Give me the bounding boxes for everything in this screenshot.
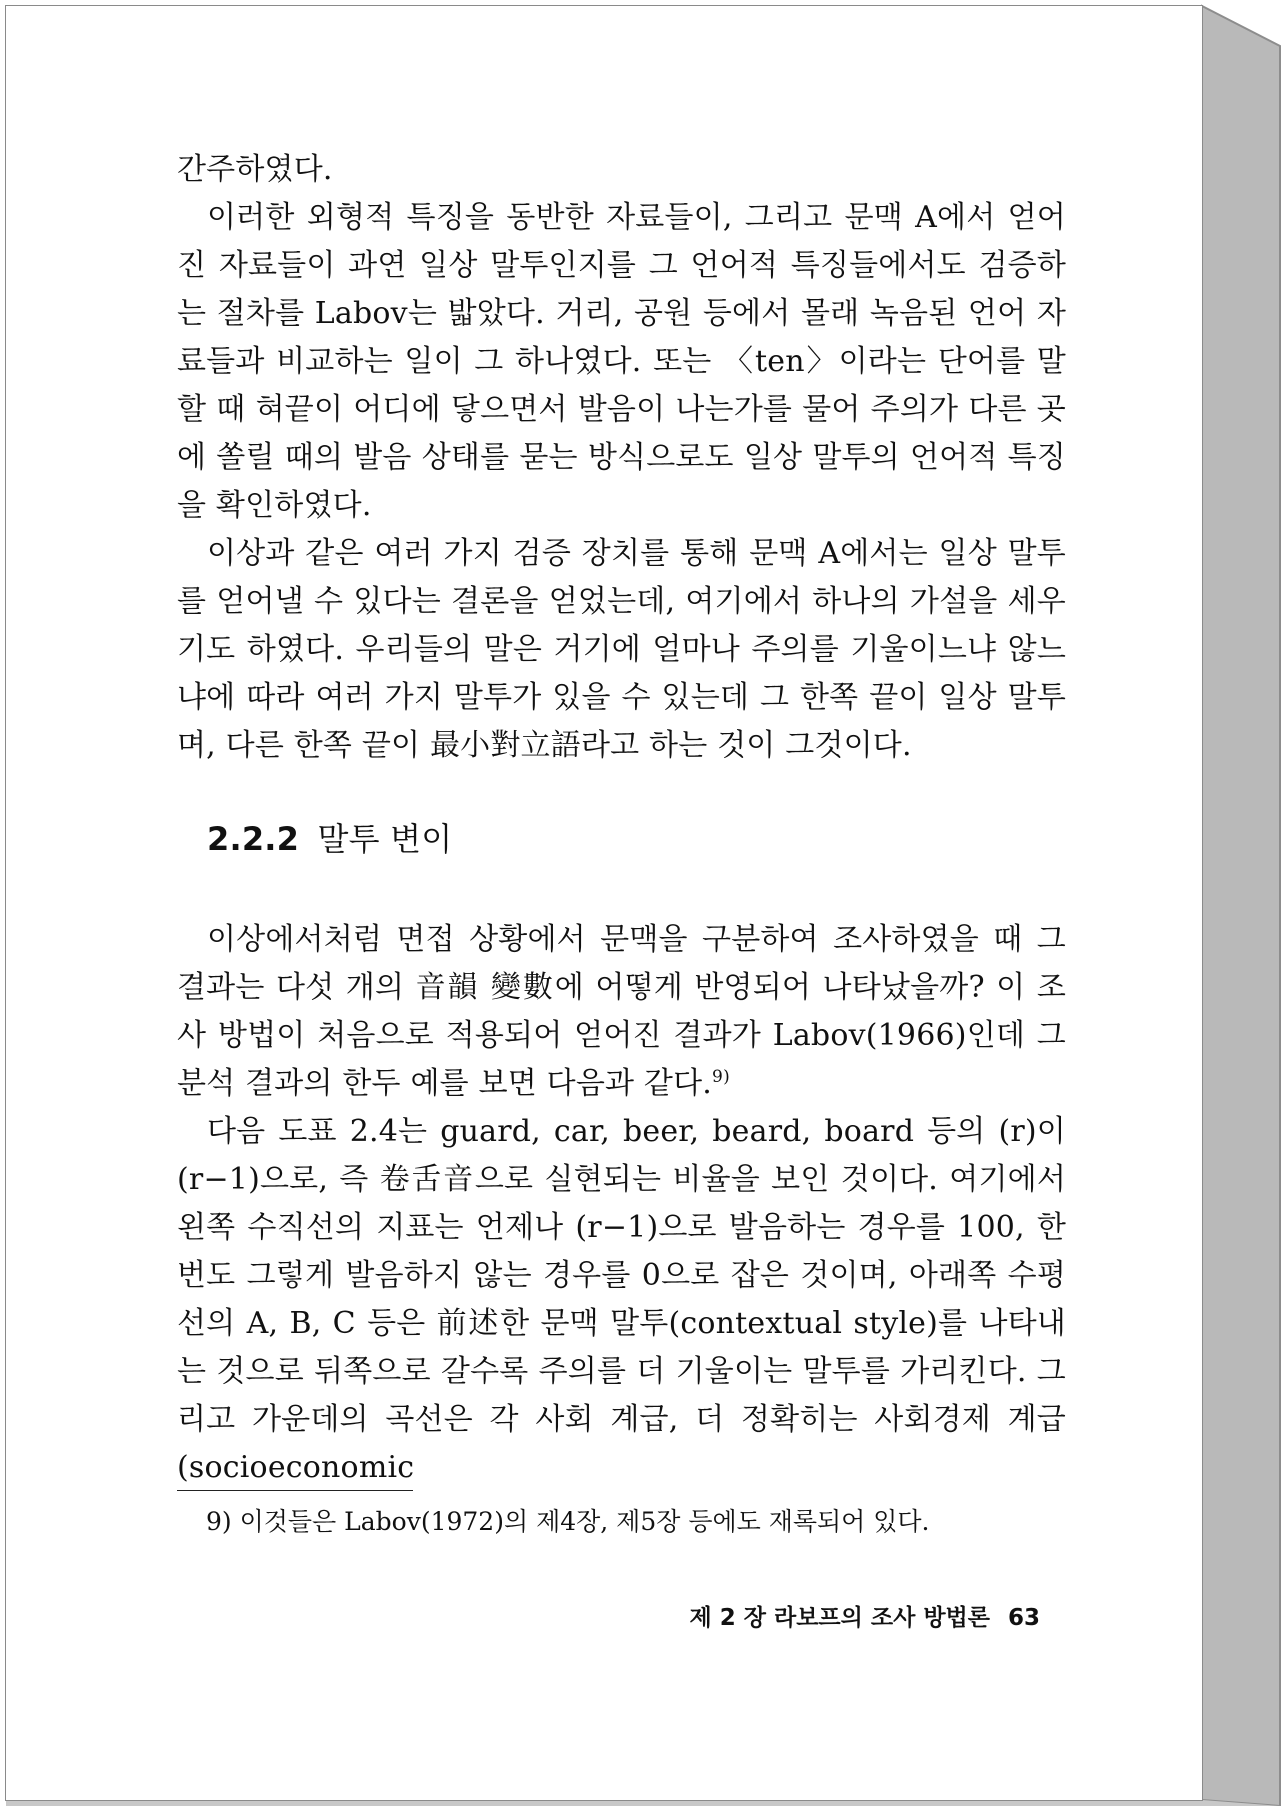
paragraph: 간주하였다. xyxy=(177,152,333,187)
section-number: 2.2.2 xyxy=(207,820,300,858)
paragraph xyxy=(177,916,1066,1108)
body-text xyxy=(177,146,1066,1492)
paragraph: 다음 도표 2.4는 guard, car, beer, beard, board 등의 (r)이 (r−1)으로, 즉 卷舌音으로 실현되는 비율을 보인 것이다. 여기에서 왼쪽 수직선의 지표는 언제나 (r−1)으로 발음하는 경우를 100, 한 번도 그렇게 발음하지 않는 경우를 0으로 잡은 것이며, 아래쪽 수평선의 A, B, C 등은 前述한 문맥 말투(contextual style)를 나타내는 것으로 뒤쪽으로 갈수록 주의를 더 기울이는 말투를 가리킨다. 그리고 가운데의 곡선은 각 사회 계급, 더 정확히는 사회경제 계급(socioeconomic xyxy=(177,1114,1066,1485)
page-number: 63 xyxy=(1007,1605,1040,1631)
running-footer xyxy=(690,1600,1040,1636)
paragraph: 이러한 외형적 특징을 동반한 자료들이, 그리고 문맥 A에서 얻어진 자료들이 과연 일상 말투인지를 그 언어적 특징들에서도 검증하는 절차를 Labov는 밟았다. 거리, 공원 등에서 몰래 녹음된 언어 자료들과 비교하는 일이 그 하나였다. 또는 〈ten〉이라는 단어를 말할 때 혀끝이 어디에 닿으면서 발음이 나는가를 물어 주의가 다른 곳에 쏠릴 때의 발음 상태를 묻는 방식으로도 일상 말투의 언어적 특징을 확인하였다. xyxy=(177,200,1066,523)
footnote: 9) 이것들은 Labov(1972)의 제4장, 제5장 등에도 재록되어 있다. xyxy=(206,1507,930,1536)
chapter-title: 제 2 장 라보프의 조사 방법론 xyxy=(689,1605,990,1631)
paragraph: 이상과 같은 여러 가지 검증 장치를 통해 문맥 A에서는 일상 말투를 얻어낼 수 있다는 결론을 얻었는데, 여기에서 하나의 가설을 세우기도 하였다. 우리들의 말은 거기에 얼마나 주의를 기울이느냐 않느냐에 따라 여러 가지 말투가 있을 수 있는데 그 한쪽 끝이 일상 말투며, 다른 한쪽 끝이 最小對立語라고 하는 것이 그것이다. xyxy=(177,536,1066,763)
section-heading xyxy=(207,814,1066,864)
footnote-divider xyxy=(177,1490,413,1491)
section-title: 말투 변이 xyxy=(317,820,453,858)
paragraph-text: 이상에서처럼 면접 상황에서 문맥을 구분하여 조사하였을 때 그 결과는 다섯 개의 音韻 變數에 어떻게 반영되어 나타났을까? 이 조사 방법이 처음으로 적용되어 얻어진 결과가 Labov(1966)인데 그 분석 결과의 한두 예를 보면 다음과 같다. xyxy=(177,922,1066,1101)
footnote-reference: 9) xyxy=(712,1067,730,1087)
